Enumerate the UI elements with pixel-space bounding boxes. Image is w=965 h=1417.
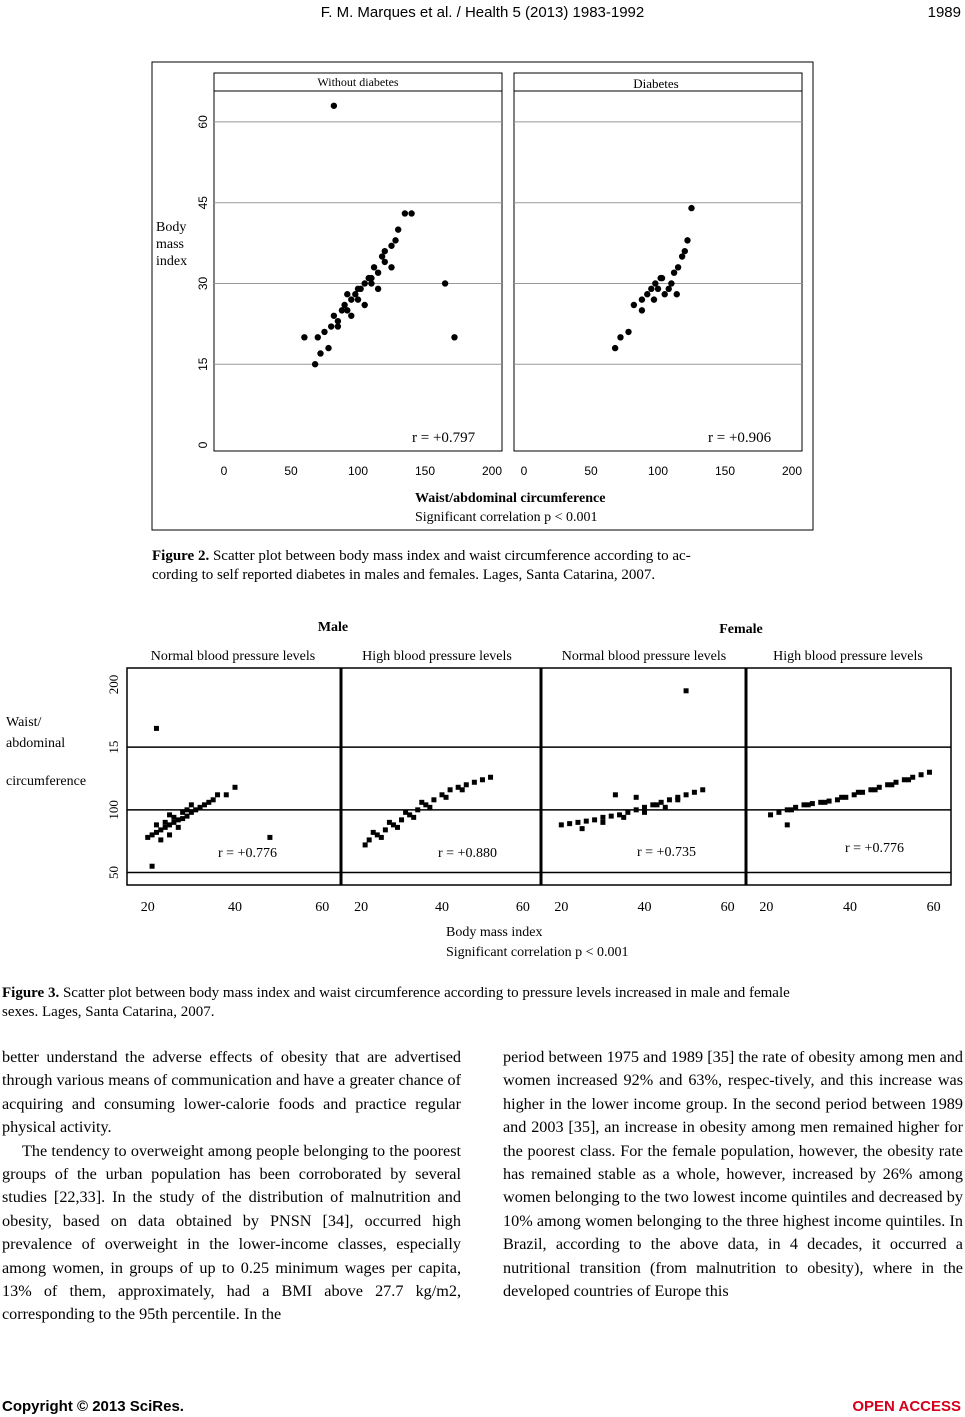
data-point [927, 770, 932, 775]
data-point [371, 264, 377, 270]
data-point [382, 259, 388, 265]
data-point [580, 826, 585, 831]
data-point [171, 815, 176, 820]
y-tick-label: 15 [106, 740, 121, 754]
data-point [442, 280, 448, 286]
data-point [206, 800, 211, 805]
group-label-female: Female [719, 622, 763, 637]
data-point [789, 807, 794, 812]
data-point [348, 313, 354, 319]
data-point [399, 817, 404, 822]
data-point [368, 275, 374, 281]
data-point [202, 802, 207, 807]
data-point [180, 816, 185, 821]
data-point [567, 821, 572, 826]
data-point [639, 296, 645, 302]
figure-2-panel-diabetes [514, 73, 802, 451]
data-point [362, 302, 368, 308]
data-point [575, 820, 580, 825]
data-point [325, 345, 331, 351]
data-point [631, 302, 637, 308]
data-point [768, 812, 773, 817]
data-point [267, 835, 272, 840]
data-point [684, 792, 689, 797]
data-point [171, 820, 176, 825]
panel-title: Normal blood pressure levels [561, 649, 727, 664]
y-tick-label: 15 [196, 357, 210, 371]
data-point [671, 269, 677, 275]
group-label-male: Male [317, 620, 349, 635]
data-point [639, 307, 645, 313]
y-axis-label-line: circumference [6, 774, 87, 789]
data-point [613, 792, 618, 797]
caption-label: Figure 3. [2, 985, 60, 1001]
x-tick-label: 40 [637, 900, 652, 915]
data-point [600, 820, 605, 825]
data-point [688, 205, 694, 211]
footer-open-access: OPEN ACCESS [852, 1398, 961, 1415]
data-point [906, 777, 911, 782]
data-point [621, 815, 626, 820]
x-tick-label: 150 [414, 464, 436, 478]
figure-2-caption [152, 547, 822, 585]
data-point [387, 820, 392, 825]
data-point [448, 787, 453, 792]
data-point [375, 286, 381, 292]
data-point [402, 210, 408, 216]
r-value-label: r = +0.797 [412, 430, 476, 446]
data-point [873, 787, 878, 792]
data-point [408, 210, 414, 216]
data-point [889, 782, 894, 787]
data-point [163, 825, 168, 830]
data-point [648, 286, 654, 292]
data-point [189, 802, 194, 807]
data-point [331, 313, 337, 319]
data-point [488, 775, 493, 780]
data-point [642, 810, 647, 815]
data-point [395, 825, 400, 830]
data-point [185, 814, 190, 819]
data-point [375, 269, 381, 275]
data-point [592, 817, 597, 822]
data-point [167, 812, 172, 817]
x-axis-label: Body mass index [446, 925, 543, 940]
data-point [675, 797, 680, 802]
data-point [150, 832, 155, 837]
data-point [371, 830, 376, 835]
data-point [355, 286, 361, 292]
significance-note: Significant correlation p < 0.001 [446, 945, 629, 960]
x-tick-label: 40 [435, 900, 449, 915]
panel-title: High blood pressure levels [362, 649, 512, 664]
data-point [472, 780, 477, 785]
data-point [301, 334, 307, 340]
data-point [460, 787, 465, 792]
panel-title: Diabetes [633, 76, 679, 91]
x-tick-label: 60 [926, 900, 941, 915]
data-point [480, 777, 485, 782]
data-point [185, 807, 190, 812]
data-point [625, 329, 631, 335]
data-point [180, 810, 185, 815]
data-point [367, 837, 372, 842]
paragraph: period between 1975 and 1989 [35] the rate of obesity among men and women increased 92% and 63%, respec-tively, and this increase was higher in the lower income group. In the second period between 1989 and 2003 [35], an increase in obesity among men remained higher for the poorest class. For the female population, however, the obesity rate has remained stable as a whole, however, increased by 26% among women belonging to the two lowest income quintiles and decreased by 10% among women belonging to the three highest income quintiles. In Brazil, according to the above data, in 4 decades, it occurred a nutritional transition (from malnutrition to obesity), where in the developed countries of Europe this [503, 1048, 963, 1301]
data-point [684, 688, 689, 693]
data-point [355, 296, 361, 302]
data-point [189, 810, 194, 815]
data-point [806, 802, 811, 807]
data-point [362, 280, 368, 286]
data-point [382, 248, 388, 254]
x-tick-label: 40 [843, 900, 857, 915]
data-point [839, 795, 844, 800]
data-point [383, 827, 388, 832]
data-point [193, 807, 198, 812]
figure-2 [0, 0, 965, 540]
data-point [176, 817, 181, 822]
data-point [644, 291, 650, 297]
data-point [315, 334, 321, 340]
y-tick-label: 100 [106, 800, 121, 820]
data-point [617, 334, 623, 340]
data-point [642, 805, 647, 810]
data-point [692, 790, 697, 795]
x-tick-label: 100 [347, 464, 369, 478]
x-tick-label: 50 [584, 464, 598, 478]
x-tick-label: 200 [481, 464, 503, 478]
panel-title: Normal blood pressure levels [150, 649, 316, 664]
data-point [415, 807, 420, 812]
data-point [344, 291, 350, 297]
data-point [312, 361, 318, 367]
data-point [612, 345, 618, 351]
data-point [822, 800, 827, 805]
data-point [388, 264, 394, 270]
data-point [233, 785, 238, 790]
data-point [158, 837, 163, 842]
data-point [559, 822, 564, 827]
figure-3-caption [2, 984, 964, 1022]
data-point [451, 334, 457, 340]
x-tick-label: 50 [284, 464, 298, 478]
x-tick-label: 60 [315, 900, 330, 915]
x-tick-label: 200 [781, 464, 803, 478]
data-point [600, 815, 605, 820]
x-tick-label: 100 [647, 464, 669, 478]
footer-copyright: Copyright © 2013 SciRes. [2, 1398, 184, 1415]
data-point [379, 835, 384, 840]
data-point [154, 822, 159, 827]
data-point [659, 275, 665, 281]
data-point [700, 787, 705, 792]
data-point [856, 790, 861, 795]
data-point [675, 264, 681, 270]
data-point [224, 792, 229, 797]
x-tick-label: 20 [354, 900, 369, 915]
data-point [776, 810, 781, 815]
caption-label: Figure 2. [152, 548, 210, 564]
x-tick-label: 60 [515, 900, 530, 915]
data-point [158, 827, 163, 832]
r-value-label: r = +0.776 [845, 841, 904, 856]
data-point [145, 835, 150, 840]
data-point [335, 323, 341, 329]
right-column [503, 1046, 963, 1303]
data-point [431, 797, 436, 802]
data-point [427, 805, 432, 810]
figure-2-panel-without-diabetes [214, 73, 502, 451]
significance-note: Significant correlation p < 0.001 [415, 510, 598, 525]
y-axis-label-line: abdominal [6, 736, 66, 751]
y-axis-label-line: mass [156, 237, 184, 252]
caption-text: sexes. Lages, Santa Catarina, 2007. [2, 1004, 215, 1020]
data-point [167, 832, 172, 837]
data-point [176, 825, 181, 830]
x-tick-label: 0 [520, 464, 528, 478]
y-tick-label: 45 [196, 196, 210, 210]
y-tick-label: 60 [196, 115, 210, 129]
data-point [348, 296, 354, 302]
data-point [667, 797, 672, 802]
data-point [328, 323, 334, 329]
r-value-label: r = +0.735 [637, 845, 696, 860]
data-point [682, 248, 688, 254]
x-tick-label: 60 [720, 900, 735, 915]
panel-title: Without diabetes [317, 75, 399, 89]
r-value-label: r = +0.776 [218, 846, 277, 861]
data-point [215, 792, 220, 797]
y-tick-label: 200 [106, 674, 121, 695]
data-point [634, 807, 639, 812]
y-tick-label: 50 [106, 865, 121, 879]
y-axis-label-line: Body [156, 220, 187, 235]
data-point [198, 805, 203, 810]
data-point [154, 726, 159, 731]
x-tick-label: 20 [140, 900, 155, 915]
running-header-title: F. M. Marques et al. / Health 5 (2013) 1983-1992 [320, 4, 645, 21]
data-point [154, 830, 159, 835]
left-column [2, 1046, 461, 1327]
y-axis-label-line: Waist/ [6, 715, 42, 730]
data-point [625, 810, 630, 815]
x-tick-label: 40 [228, 900, 242, 915]
caption-text: Scatter plot between body mass index and waist circumference according to pressure levels increased in male and female [59, 985, 790, 1001]
data-point [634, 795, 639, 800]
data-point [464, 782, 469, 787]
data-point [344, 307, 350, 313]
figure-3 [0, 600, 965, 970]
data-point [663, 805, 668, 810]
data-point [668, 280, 674, 286]
data-point [167, 822, 172, 827]
data-point [785, 822, 790, 827]
panel-title: High blood pressure levels [773, 649, 923, 664]
caption-text: Scatter plot between body mass index and waist circumference according to ac- [209, 548, 691, 564]
data-point [419, 800, 424, 805]
data-point [654, 802, 659, 807]
r-value-label: r = +0.880 [438, 846, 497, 861]
data-point [655, 286, 661, 292]
data-point [584, 819, 589, 824]
x-tick-label: 20 [554, 900, 569, 915]
x-tick-label: 150 [714, 464, 736, 478]
data-point [211, 797, 216, 802]
x-axis-label: Waist/abdominal circumference [415, 491, 606, 506]
data-point [403, 810, 408, 815]
data-point [444, 795, 449, 800]
data-point [317, 350, 323, 356]
data-point [392, 237, 398, 243]
data-point [662, 291, 668, 297]
r-value-label: r = +0.906 [708, 430, 772, 446]
caption-text: cording to self reported diabetes in males and females. Lages, Santa Catarina, 2007. [152, 567, 656, 583]
y-tick-label: 0 [196, 441, 210, 449]
data-point [331, 103, 337, 109]
data-point [674, 291, 680, 297]
x-tick-label: 0 [220, 464, 228, 478]
y-axis-label-line: index [156, 254, 188, 269]
data-point [651, 296, 657, 302]
data-point [684, 237, 690, 243]
paragraph: The tendency to overweight among people belonging to the poorest groups of the urban population has been corroborated by several studies [22,33]. In the study of the distribution of malnutrition and obesity, based on data obtained by PNSN [34], occurred high prevalence of overweight in the lower-income classes, especially among women, in groups of up to 0.25 minimum wages per capita, 13% of them, approximately, had a BMI above 27.7 kg/m2, corresponding to the 95th percentile. In the [2, 1141, 461, 1324]
paragraph: better understand the adverse effects of obesity that are advertised through various means of communication and have a greater chance of acquiring and consuming lower-calorie foods and practice regular physical activity. [2, 1048, 461, 1137]
data-point [395, 226, 401, 232]
data-point [163, 820, 168, 825]
y-tick-label: 30 [196, 276, 210, 291]
data-point [321, 329, 327, 335]
data-point [411, 815, 416, 820]
x-tick-label: 20 [759, 900, 774, 915]
data-point [150, 864, 155, 869]
data-point [609, 814, 614, 819]
data-point [363, 842, 368, 847]
figure-2-frame [152, 62, 813, 530]
page-number: 1989 [927, 4, 961, 21]
data-point [388, 243, 394, 249]
data-point [919, 772, 924, 777]
